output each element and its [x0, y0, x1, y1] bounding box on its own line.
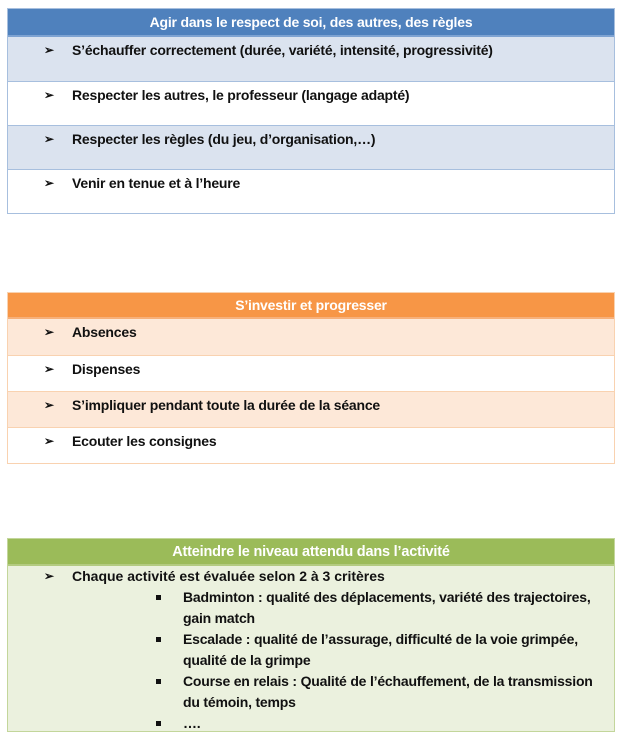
arrow-bullet-icon: ➢: [44, 325, 54, 339]
arrow-bullet-icon: ➢: [44, 362, 54, 376]
row-text: Venir en tenue et à l’heure: [72, 175, 241, 191]
table-niveau: [7, 538, 615, 732]
row-text: S’échauffer correctement (durée, variété, intensité, progressivité): [72, 42, 493, 58]
table-header: S’investir et progresser: [8, 293, 614, 319]
arrow-bullet-icon: ➢: [44, 398, 54, 412]
criteria-item: [8, 629, 613, 671]
arrow-bullet-icon: ➢: [44, 434, 54, 448]
row-text: S’impliquer pendant toute la durée de la séance: [72, 397, 381, 413]
table-row: [8, 37, 614, 81]
table-row: [8, 427, 614, 463]
criteria-item: [8, 713, 613, 734]
arrow-bullet-icon: ➢: [44, 132, 54, 146]
lead-item: [8, 566, 614, 587]
table-respect: [7, 8, 615, 214]
square-bullet-icon: [156, 721, 161, 726]
criteria-text: ….: [183, 715, 201, 731]
arrow-bullet-icon: ➢: [44, 88, 54, 102]
table-header: Atteindre le niveau attendu dans l’activité: [8, 539, 614, 566]
row-text: Dispenses: [72, 361, 141, 377]
criteria-text: Course en relais : Qualité de l’échauffement, de la transmission du témoin, temps: [183, 673, 593, 710]
row-text: Respecter les autres, le professeur (langage adapté): [72, 87, 410, 103]
row-text: Respecter les règles (du jeu, d’organisation,…): [72, 131, 376, 147]
criteria-text: Badminton : qualité des déplacements, variété des trajectoires, gain match: [183, 589, 591, 626]
lead-text: Chaque activité est évaluée selon 2 à 3 critères: [72, 568, 385, 584]
table-row: [8, 355, 614, 391]
square-bullet-icon: [156, 637, 161, 642]
row-text: Ecouter les consignes: [72, 433, 217, 449]
table-row: [8, 319, 614, 355]
criteria-list: [8, 587, 614, 734]
square-bullet-icon: [156, 595, 161, 600]
table-header: Agir dans le respect de soi, des autres, des règles: [8, 9, 614, 37]
criteria-item: [8, 587, 613, 629]
square-bullet-icon: [156, 679, 161, 684]
table-row: [8, 125, 614, 169]
arrow-bullet-icon: ➢: [44, 43, 54, 57]
table-row: [8, 81, 614, 125]
criteria-item: [8, 671, 613, 713]
row-text: Absences: [72, 324, 137, 340]
criteria-text: Escalade : qualité de l’assurage, difficulté de la voie grimpée, qualité de la grimpe: [183, 631, 578, 668]
table-investir: [7, 292, 615, 464]
table-row: [8, 391, 614, 427]
table-row: [8, 169, 614, 213]
arrow-bullet-icon: ➢: [44, 569, 55, 583]
arrow-bullet-icon: ➢: [44, 176, 54, 190]
